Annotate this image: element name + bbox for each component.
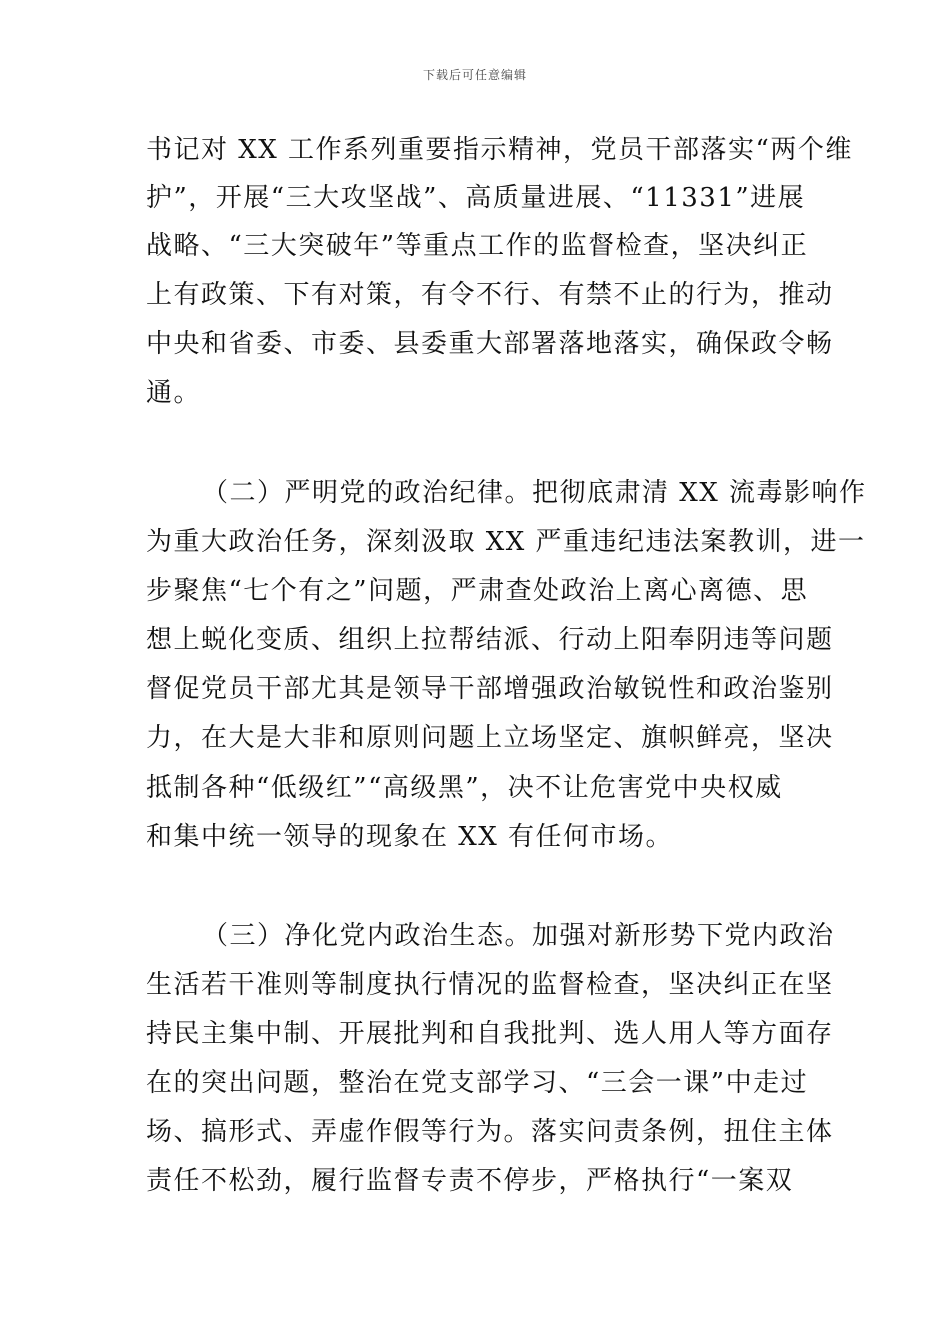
paragraph-3-line-6: 责任不松劲，履行监督专责不停步，严格执行“一案双 — [146, 1166, 794, 1196]
paragraph-2-line-4: 想上蜕化变质、组织上拉帮结派、行动上阳奉阴违等问题 — [146, 625, 834, 655]
paragraph-1-line-1: 书记对 XX 工作系列重要指示精神，党员干部落实“两个维 — [146, 135, 853, 165]
paragraph-3-line-4: 在的突出问题，整治在党支部学习、“三会一课”中走过 — [146, 1068, 809, 1098]
paragraph-2-line-5: 督促党员干部尤其是领导干部增强政治敏锐性和政治鉴别 — [146, 674, 834, 704]
paragraph-2-line-2: 为重大政治任务，深刻汲取 XX 严重违纪违法案教训，进一 — [146, 527, 866, 557]
paragraph-2-line-6: 力，在大是大非和原则问题上立场坚定、旗帜鲜亮，坚决 — [146, 723, 834, 753]
paragraph-3-line-5: 场、搞形式、弄虚作假等行为。落实问责条例，扭住主体 — [146, 1117, 834, 1147]
paragraph-2-line-8: 和集中统一领导的现象在 XX 有任何市场。 — [146, 822, 674, 852]
paragraph-1-line-3: 战略、“三大突破年”等重点工作的监督检查，坚决纠正 — [146, 231, 809, 261]
paragraph-3-line-3: 持民主集中制、开展批判和自我批判、选人用人等方面存 — [146, 1019, 834, 1049]
paragraph-3-line-2: 生活若干准则等制度执行情况的监督检查，坚决纠正在坚 — [146, 970, 834, 1000]
paragraph-2-line-3: 步聚焦“七个有之”问题，严肃查处政治上离心离德、思 — [146, 576, 809, 606]
paragraph-2-line-7: 抵制各种“低级红”“高级黑”，决不让危害党中央权威 — [146, 773, 783, 803]
paragraph-2-line-1: （二）严明党的政治纪律。把彻底肃清 XX 流毒影响作 — [202, 478, 867, 508]
page-header: 下载后可任意编辑 — [422, 68, 527, 82]
paragraph-1-line-5: 中央和省委、市委、县委重大部署落地落实，确保政令畅 — [146, 329, 834, 359]
paragraph-1-line-4: 上有政策、下有对策，有令不行、有禁不止的行为，推动 — [146, 280, 834, 310]
paragraph-1-line-6: 通。 — [146, 378, 202, 408]
paragraph-1-line-2: 护”，开展“三大攻坚战”、高质量进展、“11331”进展 — [146, 183, 806, 213]
paragraph-3-line-1: （三）净化党内政治生态。加强对新形势下党内政治 — [202, 921, 835, 951]
